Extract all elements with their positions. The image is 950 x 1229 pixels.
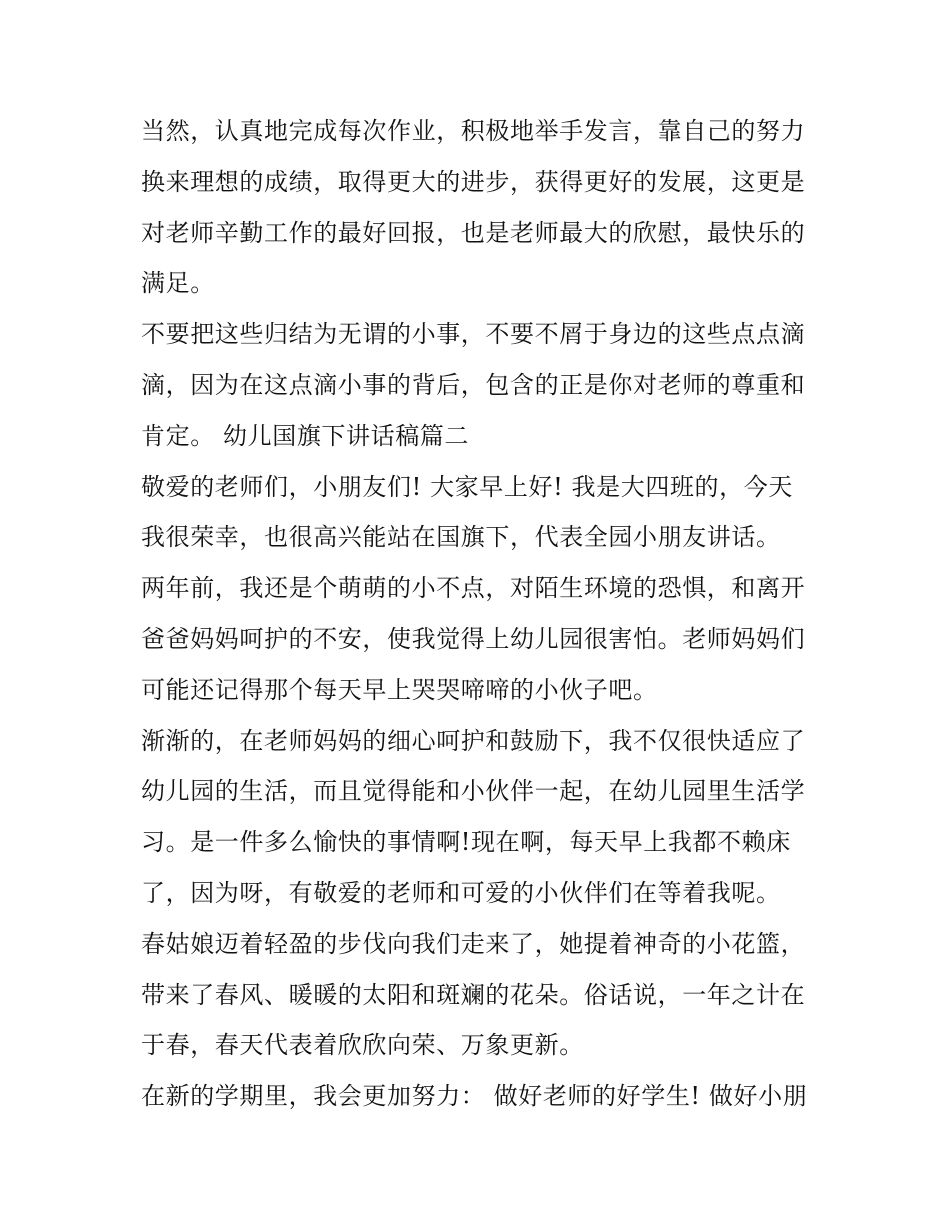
text-line: 爸爸妈妈呵护的不安，使我觉得上幼儿园很害怕。老师妈妈们	[141, 624, 806, 653]
text-line: 了，因为呀，有敬爱的老师和可爱的小伙伴们在等着我呢。	[141, 878, 781, 907]
document-body	[141, 106, 821, 1122]
text-line: 敬爱的老师们，小朋友们! 大家早上好! 我是大四班的，今天	[141, 472, 793, 501]
text-line: 带来了春风、暖暖的太阳和斑斓的花朵。俗话说，一年之计在	[141, 980, 806, 1009]
text-line: 春姑娘迈着轻盈的步伐向我们走来了，她提着神奇的小花篮，	[141, 929, 806, 958]
text-line: 于春，春天代表着欣欣向荣、万象更新。	[141, 1031, 584, 1060]
text-line: 我很荣幸，也很高兴能站在国旗下，代表全园小朋友讲话。	[141, 523, 781, 552]
text-line: 可能还记得那个每天早上哭哭啼啼的小伙子吧。	[141, 675, 658, 704]
text-line: 在新的学期里，我会更加努力： 做好老师的好学生! 做好小朋	[141, 1082, 808, 1111]
text-line: 满足。	[141, 269, 215, 298]
text-line: 滴，因为在这点滴小事的背后，包含的正是你对老师的尊重和	[141, 370, 806, 399]
text-line: 两年前，我还是个萌萌的小不点，对陌生环境的恐惧，和离开	[141, 574, 806, 603]
text-line: 幼儿园的生活，而且觉得能和小伙伴一起，在幼儿园里生活学	[141, 777, 806, 806]
text-line: 渐渐的，在老师妈妈的细心呵护和鼓励下，我不仅很快适应了	[141, 726, 806, 755]
section-heading-line: 肯定。 幼儿国旗下讲话稿篇二	[141, 421, 470, 450]
text-line: 不要把这些归结为无谓的小事，不要不屑于身边的这些点点滴	[141, 320, 806, 349]
text-line: 对老师辛勤工作的最好回报，也是老师最大的欣慰，最快乐的	[141, 218, 806, 247]
text-line: 习。是一件多么愉快的事情啊!现在啊，每天早上我都不赖床	[141, 828, 791, 857]
text-line: 当然，认真地完成每次作业，积极地举手发言，靠自己的努力	[141, 117, 806, 145]
text-line: 换来理想的成绩，取得更大的进步，获得更好的发展，这更是	[141, 167, 806, 196]
